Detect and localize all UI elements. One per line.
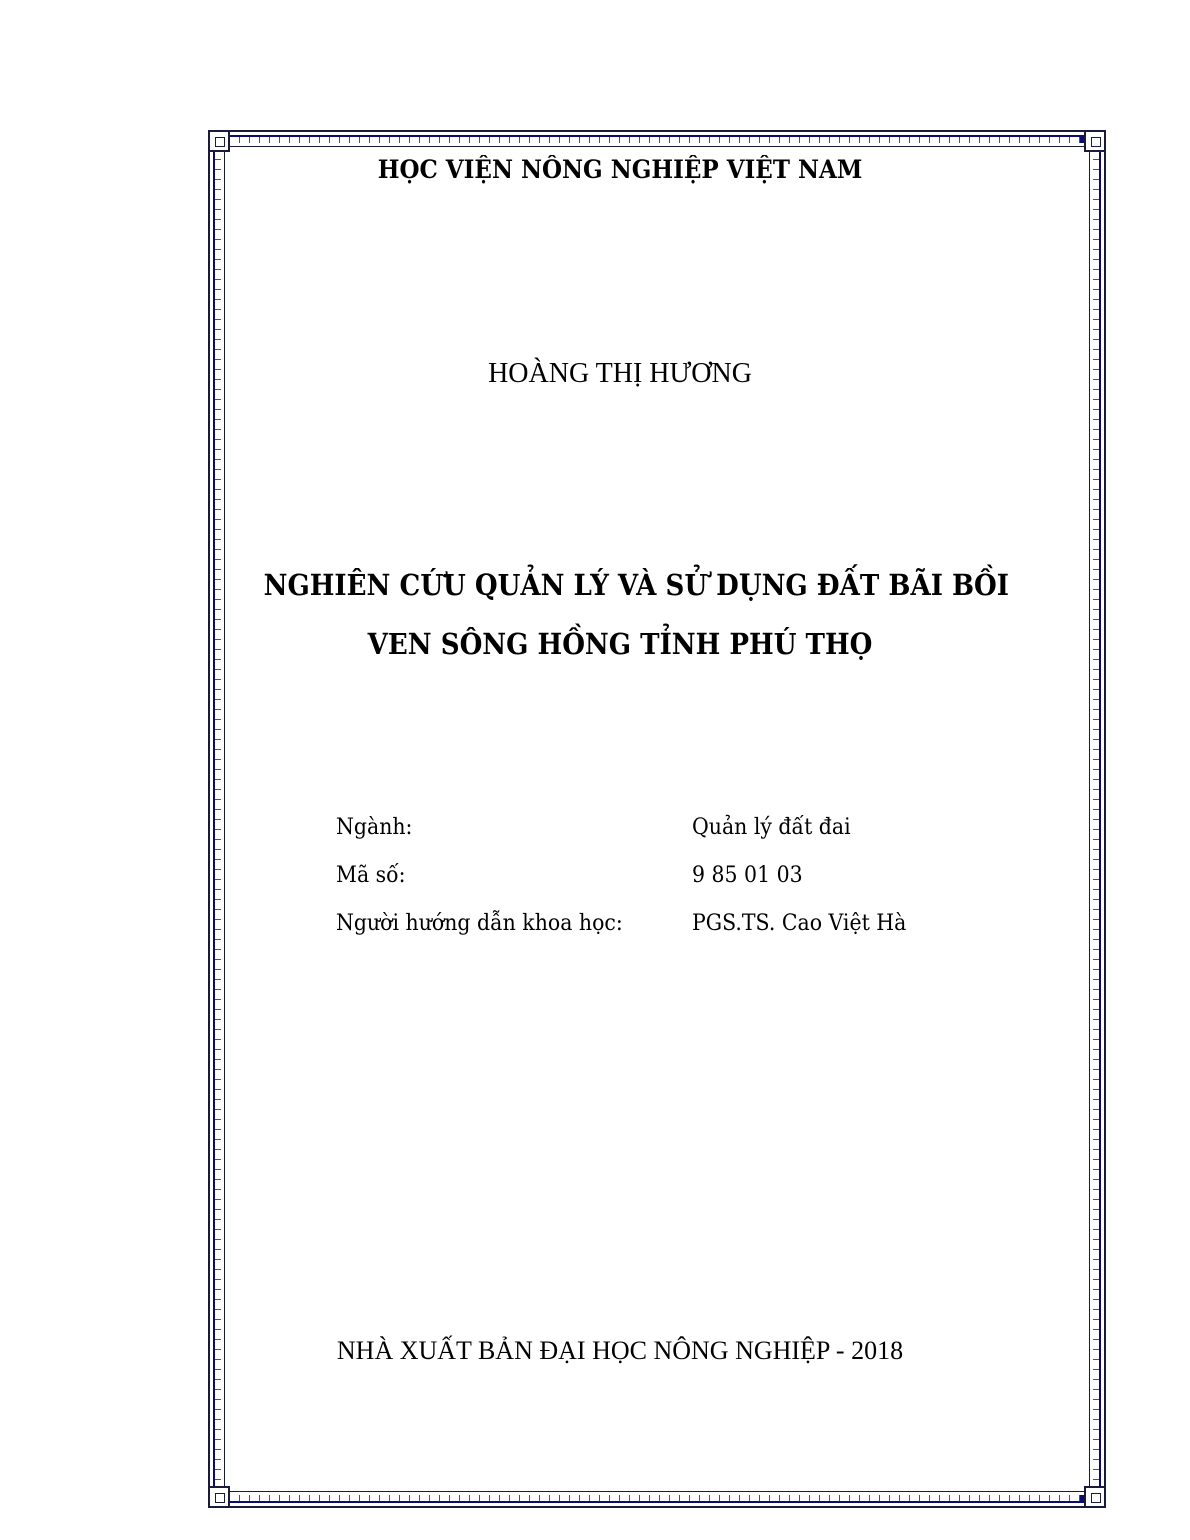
publisher-line: NHÀ XUẤT BẢN ĐẠI HỌC NÔNG NGHIỆP - 2018 [336, 1336, 904, 1365]
author-name: HOÀNG THỊ HƯƠNG [488, 358, 752, 389]
corner-ornament-bottom-right [1084, 1486, 1106, 1508]
corner-ornament-top-right [1084, 130, 1106, 152]
detail-label-code: Mã số: [336, 863, 406, 888]
border-ticks-left [215, 150, 221, 1490]
thesis-title-line-1: NGHIÊN CỨU QUẢN LÝ VÀ SỬ DỤNG ĐẤT BÃI BỒI [263, 568, 1009, 602]
corner-ornament-bottom-left [208, 1486, 230, 1508]
detail-value-supervisor: PGS.TS. Cao Việt Hà [692, 911, 907, 936]
institution-name: HỌC VIỆN NÔNG NGHIỆP VIỆT NAM [377, 155, 863, 184]
detail-label-supervisor: Người hướng dẫn khoa học: [336, 911, 623, 936]
detail-value-code: 9 85 01 03 [692, 863, 803, 888]
thesis-title-line-2: VEN SÔNG HỒNG TỈNH PHÚ THỌ [367, 627, 873, 661]
detail-value-major: Quản lý đất đai [692, 815, 851, 840]
detail-label-major: Ngành: [336, 815, 413, 840]
border-ticks-top [230, 137, 1080, 143]
border-ticks-bottom [230, 1495, 1080, 1501]
corner-ornament-top-left [208, 130, 230, 152]
border-ticks-right [1093, 150, 1099, 1490]
